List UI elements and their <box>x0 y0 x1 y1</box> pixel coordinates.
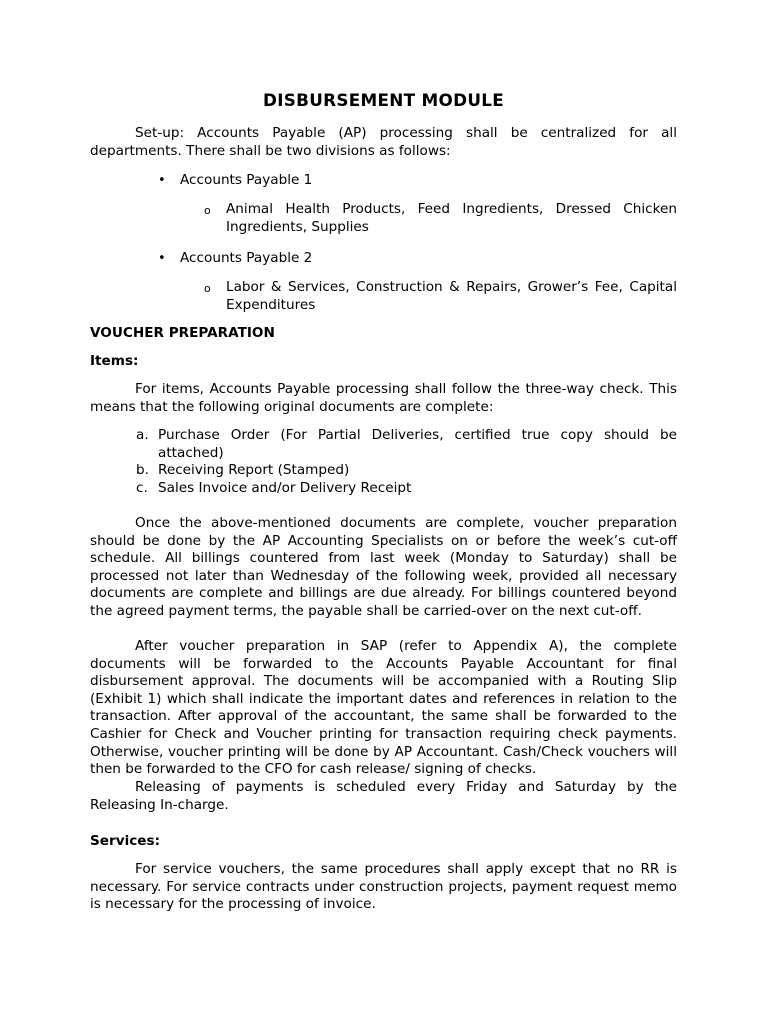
list-item-text: Purchase Order (For Partial Deliveries, certified true copy should be attached) <box>158 427 677 461</box>
division-label: Accounts Payable 2 <box>180 250 313 266</box>
services-heading: Services: <box>90 833 161 849</box>
list-item <box>136 480 677 498</box>
list-item-label: c. <box>136 480 148 496</box>
division-detail-text: Animal Health Products, Feed Ingredients, Dressed Chicken Ingredients, Supplies <box>226 201 677 235</box>
services-paragraph: For service vouchers, the same procedures shall apply except that no RR is necessary. For service contracts under construction projects, payment request memo is necessary for the processing of invoice. <box>90 861 677 913</box>
setup-paragraph: Set-up: Accounts Payable (AP) processing shall be centralized for all departments. There shall be two divisions as follows: <box>90 125 677 159</box>
cutoff-paragraph: Once the above-mentioned documents are complete, voucher preparation should be done by the AP Accounting Specialists on or before the week’s cut-off schedule. All billings countered from last week (Monday to Saturday) shall be processed not later than Wednesday of the following week, provided all necessary documents are complete and billings are due already. For billings countered beyond the agreed payment terms, the payable shall be carried-over on the next cut-off. <box>90 515 677 619</box>
bullet-icon: • <box>158 173 166 188</box>
approval-paragraph: After voucher preparation in SAP (refer to Appendix A), the complete documents will be forwarded to the Accounts Payable Accountant for final disbursement approval. The documents will be accompanied with a Routing Slip (Exhibit 1) which shall indicate the important dates and references in relation to the transaction. After approval of the accountant, the same shall be forwarded to the Cashier for Check and Voucher printing for transaction requiring check payments. Otherwise, voucher printing will be done by AP Accountant. Cash/Check vouchers will then be forwarded to the CFO for cash release/ signing of checks. <box>90 638 677 778</box>
list-item <box>136 427 677 462</box>
list-item-label: a. <box>136 427 149 443</box>
division-detail-1 <box>204 201 677 236</box>
circle-bullet-icon: o <box>204 204 211 217</box>
list-item-label: b. <box>136 462 149 478</box>
list-item <box>136 462 677 480</box>
division-detail-text: Labor & Services, Construction & Repairs, Grower’s Fee, Capital Expenditures <box>226 279 677 313</box>
list-item-text: Sales Invoice and/or Delivery Receipt <box>158 480 412 496</box>
division-label: Accounts Payable 1 <box>180 172 313 188</box>
voucher-preparation-heading: VOUCHER PREPARATION <box>90 325 275 341</box>
list-item-text: Receiving Report (Stamped) <box>158 462 350 478</box>
items-heading: Items: <box>90 353 139 369</box>
bullet-icon: • <box>158 251 166 266</box>
division-detail-2 <box>204 279 677 314</box>
document-title: DISBURSEMENT MODULE <box>262 90 505 110</box>
releasing-paragraph: Releasing of payments is scheduled every Friday and Saturday by the Releasing In-charge. <box>90 779 677 813</box>
circle-bullet-icon: o <box>204 282 211 295</box>
items-paragraph: For items, Accounts Payable processing shall follow the three-way check. This means that the following original documents are complete: <box>90 381 677 415</box>
